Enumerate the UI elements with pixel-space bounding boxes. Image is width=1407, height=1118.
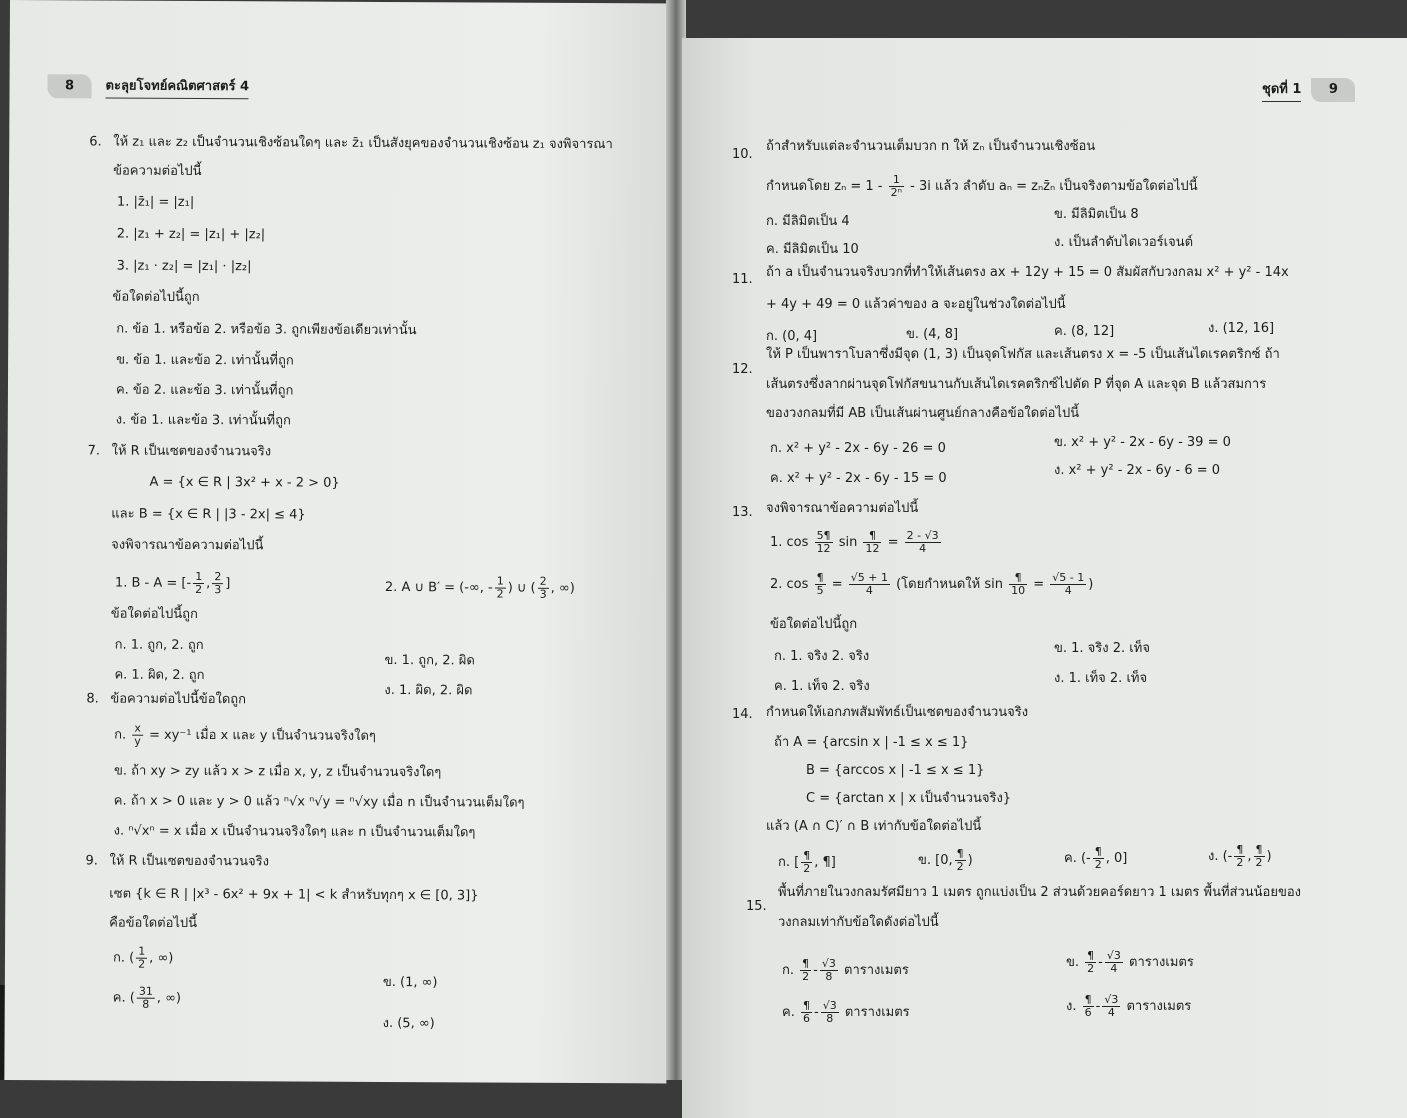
q9-choice-a: ก. ( $\frac{1}{2}$ , ∞): [112, 944, 174, 971]
q13-choice-c: ค. 1. เท็จ 2. จริง: [774, 679, 870, 694]
q7-choice-a: ก. 1. ถูก, 2. ถูก: [114, 637, 204, 654]
q10-choice-c: ค. มีลิมิตเป็น 10: [766, 242, 859, 257]
q11-stem: ถ้า a เป็นจำนวนจริงบวกที่ทำให้เส้นตรง ax + 12y + 15 = 0 สัมผัสกับวงกลม x² + y² - 14x: [766, 265, 1289, 280]
q6-choice-d: ง. ข้อ 1. และข้อ 3. เท่านั้นที่ถูก: [115, 412, 291, 429]
q8-choice-a: ก. $\frac{x}{y}$ = xy⁻¹ เมื่อ x และ y เป็นจำนวนจริงใดๆ: [114, 721, 376, 748]
q14-set-b: B = {arccos x | -1 ≤ x ≤ 1}: [806, 763, 985, 778]
q8-choice-c: ค. ถ้า x > 0 และ y > 0 แล้ว ⁿ√x ⁿ√y = ⁿ√xy เมื่อ n เป็นจำนวนเต็มใดๆ: [113, 793, 525, 811]
q7-stem: ให้ R เป็นเซตของจำนวนจริง: [111, 443, 272, 460]
q7-choice-b: ข. 1. ถูก, 2. ผิด: [384, 652, 475, 669]
q10-choice-d: ง. เป็นลำดับไดเวอร์เจนต์: [1054, 235, 1194, 250]
q7-statement-1: 1. B - A = [- $\frac{1}{2}$ , $\frac{2}{3}$ ]: [114, 569, 231, 597]
q10-choice-a: ก. มีลิมิตเป็น 4: [766, 214, 850, 229]
q6-stem: ให้ z₁ และ z₂ เป็นจำนวนเชิงซ้อนใดๆ และ z̄₁ เป็นสังยุคของจำนวนเชิงซ้อน z₁ จงพิจารณา: [113, 134, 613, 153]
q9-set: เซต {k ∈ R | |x³ - 6x² + 9x + 1| < k สำหรับทุกๆ x ∈ [0, 3]}: [109, 886, 479, 904]
q13-statement-2: 2. cos $\frac{\P}{5}$ = $\frac{√5 + 1}{4}$ (โดยกำหนดให้ sin $\frac{\P}{10}$ = $\frac{√5 - 1}{4}$ ): [770, 571, 1094, 597]
q15-choice-a: ก. $\frac{\P}{2}$ - $\frac{√3}{8}$ ตารางเมตร: [782, 957, 909, 983]
q8-number: 8.: [86, 691, 99, 707]
q14-choice-d: ง. (- $\frac{\P}{2}$ , $\frac{\P}{2}$ ): [1208, 843, 1272, 869]
q12-choice-d: ง. x² + y² - 2x - 6y - 6 = 0: [1054, 463, 1221, 478]
q12-stem2: เส้นตรงซึ่งลากผ่านจุดโฟกัสขนานกับเส้นไดเรคตริกซ์ไปตัด P ที่จุด A และจุด B แล้วสมการ: [766, 377, 1267, 392]
q9-stem: ให้ R เป็นเซตของจำนวนจริง: [109, 853, 270, 870]
q10-stem: ถ้าสำหรับแต่ละจำนวนเต็มบวก n ให้ zₙ เป็นจำนวนเชิงซ้อน: [766, 139, 1096, 154]
q13-statement-1: 1. cos $\frac{5\P}{12}$ sin $\frac{\P}{12}$ = $\frac{2 - √3}{4}$: [770, 529, 939, 555]
q14-choice-c: ค. (- $\frac{\P}{2}$ , 0]: [1064, 845, 1128, 871]
right-page-number: 9: [1311, 78, 1355, 102]
q9-number: 9.: [85, 853, 98, 869]
q15-stem: พื้นที่ภายในวงกลมรัศมียาว 1 เมตร ถูกแบ่งเป็น 2 ส่วนด้วยคอร์ดยาว 1 เมตร พื้นที่ส่วนน้อยของ: [778, 885, 1301, 900]
q6-choice-b: ข. ข้อ 1. และข้อ 2. เท่านั้นที่ถูก: [116, 352, 294, 369]
q7-consider: จงพิจารณาข้อความต่อไปนี้: [111, 537, 264, 554]
q8-stem: ข้อความต่อไปนี้ข้อใดถูก: [110, 691, 247, 708]
q10-choice-b: ข. มีลิมิตเป็น 8: [1054, 207, 1139, 222]
q8-choice-d: ง. ⁿ√xⁿ = x เมื่อ x เป็นจำนวนจริงใดๆ และ n เป็นจำนวนเต็มใดๆ: [113, 823, 476, 841]
q6-ask: ข้อใดต่อไปนี้ถูก: [112, 289, 200, 305]
q14-ask: แล้ว (A ∩ C)′ ∩ B เท่ากับข้อใดต่อไปนี้: [766, 819, 982, 834]
q9-choice-d: ง. (5, ∞): [382, 1015, 435, 1032]
q13-ask: ข้อใดต่อไปนี้ถูก: [770, 617, 858, 632]
q13-stem: จงพิจารณาข้อความต่อไปนี้: [766, 501, 919, 516]
q6-stem2: ข้อความต่อไปนี้: [113, 163, 202, 180]
q11-choice-d: ง. (12, 16]: [1208, 321, 1275, 336]
q15-choice-d: ง. $\frac{\P}{6}$ - $\frac{√3}{4}$ ตารางเมตร: [1066, 993, 1192, 1019]
q6-number: 6.: [89, 134, 102, 150]
q9-ask: คือข้อใดต่อไปนี้: [109, 915, 198, 931]
q7-statement-2: 2. A ∪ B′ = (-∞, - $\frac{1}{2}$ ) ∪ ( $\frac{2}{3}$ , ∞): [384, 574, 575, 601]
q6-statement-3: 3. |z₁ · z₂| = |z₁| · |z₂|: [116, 258, 252, 275]
q15-choice-c: ค. $\frac{\P}{6}$ - $\frac{√3}{8}$ ตารางเมตร: [782, 999, 910, 1025]
q6-statement-1: 1. |z̄₁| = |z₁|: [116, 194, 195, 210]
q13-choice-d: ง. 1. เท็จ 2. เท็จ: [1054, 671, 1148, 686]
left-page-header: [47, 74, 249, 99]
book-title: ตะลุยโจทย์คณิตศาสตร์ 4: [105, 75, 249, 100]
q12-stem: ให้ P เป็นพาราโบลาซึ่งมีจุด (1, 3) เป็นจุดโฟกัส และเส้นตรง x = -5 เป็นเส้นไดเรคตริกซ์ ถ้า: [766, 347, 1280, 362]
q12-stem3: ของวงกลมที่มี AB เป็นเส้นผ่านศูนย์กลางคือข้อใดต่อไปนี้: [766, 406, 1080, 421]
q10-number: 10.: [732, 147, 753, 162]
q13-choice-a: ก. 1. จริง 2. จริง: [774, 649, 870, 664]
q14-set-c: C = {arctan x | x เป็นจำนวนจริง}: [806, 791, 1012, 806]
q8-choice-b: ข. ถ้า xy > zy แล้ว x > z เมื่อ x, y, z เป็นจำนวนจริงใดๆ: [113, 763, 442, 781]
q12-choice-a: ก. x² + y² - 2x - 6y - 26 = 0: [770, 441, 946, 456]
q12-choice-b: ข. x² + y² - 2x - 6y - 39 = 0: [1054, 435, 1231, 450]
q6-choice-c: ค. ข้อ 2. และข้อ 3. เท่านั้นที่ถูก: [115, 382, 294, 399]
q14-number: 14.: [732, 707, 753, 722]
q14-choice-b: ข. [0, $\frac{\P}{2}$ ): [918, 847, 973, 873]
q12-choice-c: ค. x² + y² - 2x - 6y - 15 = 0: [770, 471, 947, 486]
q6-choice-a: ก. ข้อ 1. หรือข้อ 2. หรือข้อ 3. ถูกเพียงข้อเดียวเท่านั้น: [116, 321, 417, 339]
q11-choice-b: ข. (4, 8]: [906, 327, 959, 342]
q15-choice-b: ข. $\frac{\P}{2}$ - $\frac{√3}{4}$ ตารางเมตร: [1066, 949, 1194, 975]
q9-choice-c: ค. ( $\frac{31}{8}$ , ∞): [112, 984, 182, 1011]
q7-choice-d: ง. 1. ผิด, 2. ผิด: [384, 682, 473, 699]
q7-set-b: และ B = {x ∈ R | |3 - 2x| ≤ 4}: [111, 506, 306, 523]
q11-number: 11.: [732, 272, 753, 287]
q11-stem2: + 4y + 49 = 0 แล้วค่าของ a จะอยู่ในช่วงใดต่อไปนี้: [766, 297, 1066, 312]
q14-set-a: ถ้า A = {arcsin x | -1 ≤ x ≤ 1}: [774, 735, 969, 750]
left-page: [4, 0, 672, 1083]
q9-choice-b: ข. (1, ∞): [382, 974, 438, 991]
right-page-header: [1262, 78, 1355, 102]
q7-set-a: A = {x ∈ R | 3x² + x - 2 > 0}: [149, 474, 340, 491]
q7-ask: ข้อใดต่อไปนี้ถูก: [110, 606, 198, 622]
q15-stem2: วงกลมเท่ากับข้อใดดังต่อไปนี้: [778, 915, 939, 930]
q13-number: 13.: [732, 505, 753, 520]
q7-choice-c: ค. 1. ผิด, 2. ถูก: [114, 667, 205, 684]
q14-stem: กำหนดให้เอกภพสัมพัทธ์เป็นเซตของจำนวนจริง: [766, 705, 1029, 720]
left-page-number: 8: [47, 74, 91, 98]
q12-number: 12.: [732, 362, 753, 377]
q11-choice-a: ก. (0, 4]: [766, 329, 818, 344]
q10-definition: กำหนดโดย zₙ = 1 - $\frac{1}{\text{2ⁿ}}$ - 3i แล้ว ลำดับ aₙ = zₙz̄ₙ เป็นจริงตามข้อใดต่อไปนี้: [766, 173, 1198, 199]
q11-choice-c: ค. (8, 12]: [1054, 324, 1115, 339]
q6-statement-2: 2. |z₁ + z₂| = |z₁| + |z₂|: [116, 226, 266, 243]
set-label: ชุดที่ 1: [1262, 78, 1301, 102]
q7-number: 7.: [87, 443, 101, 459]
q13-choice-b: ข. 1. จริง 2. เท็จ: [1054, 641, 1150, 656]
q15-number: 15.: [746, 899, 767, 914]
q14-choice-a: ก. [ $\frac{\P}{2}$ , ¶]: [778, 849, 836, 875]
right-page: [682, 38, 1407, 1118]
